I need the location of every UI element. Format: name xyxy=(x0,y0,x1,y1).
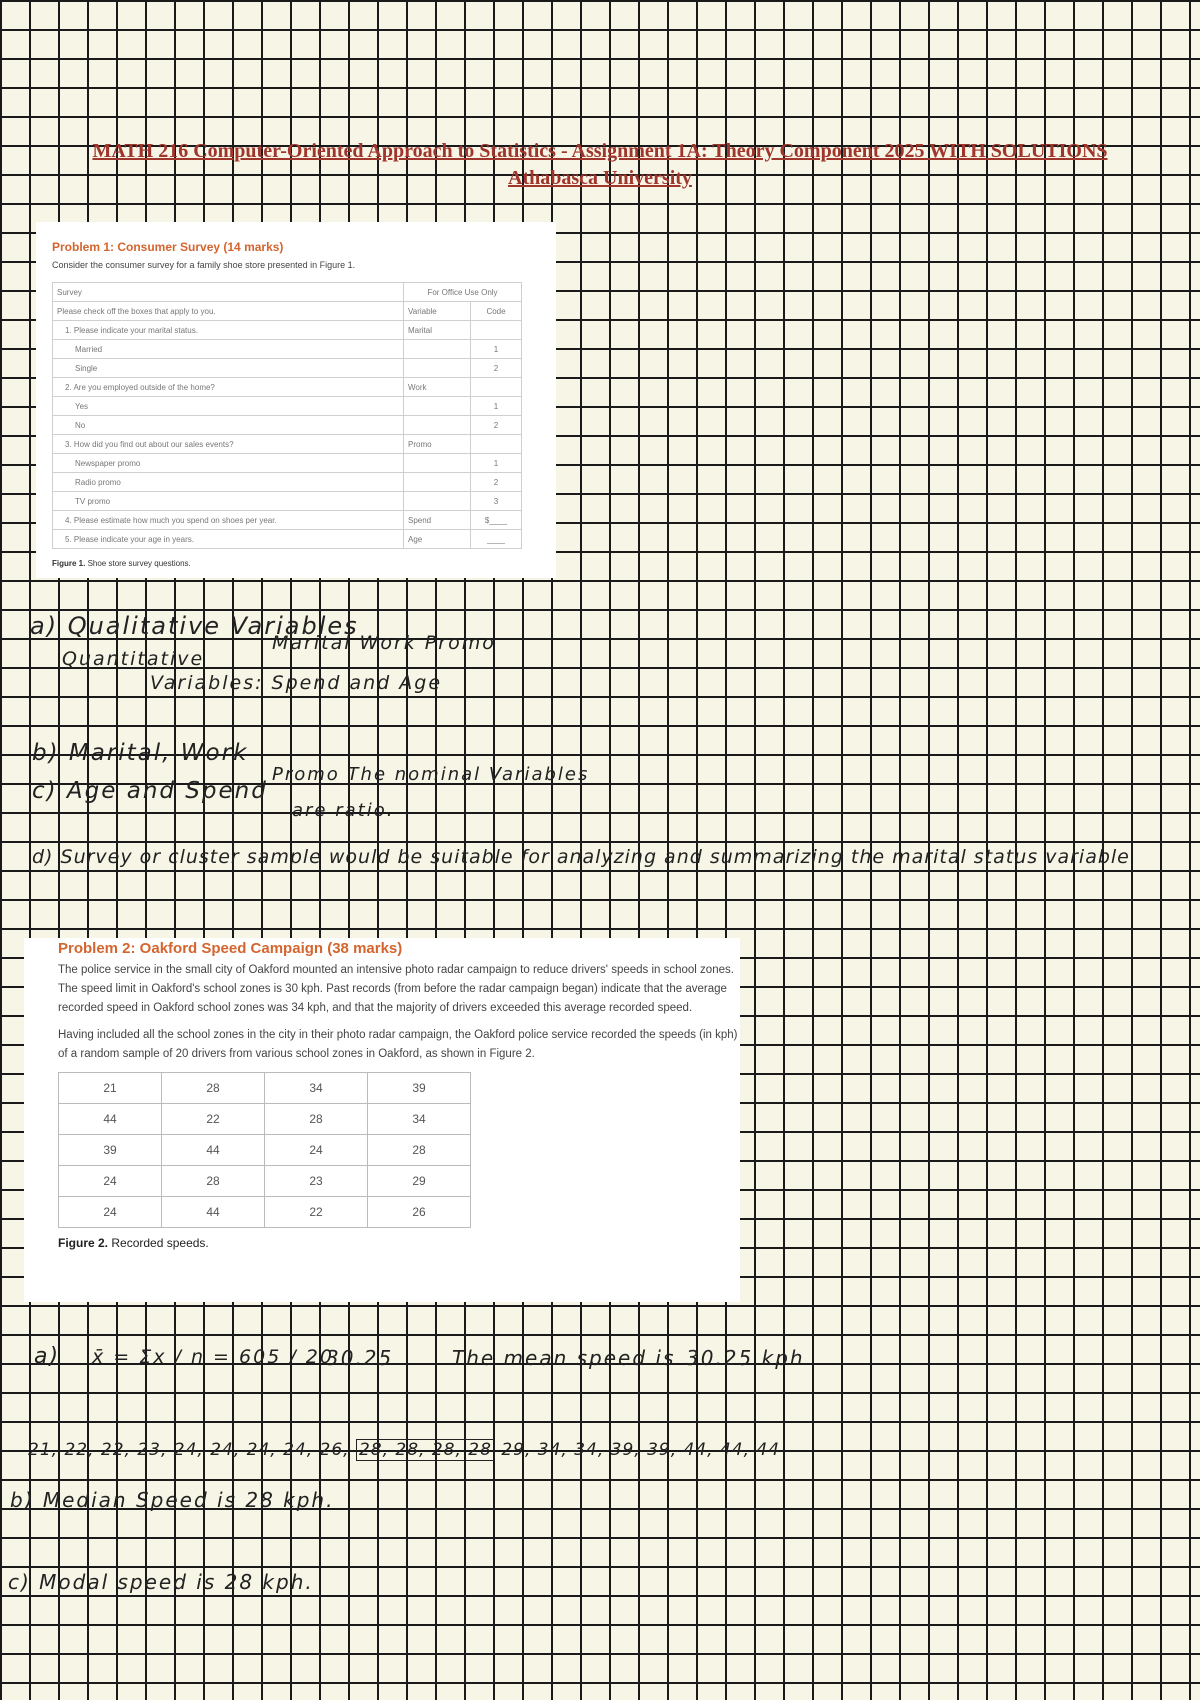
table-row xyxy=(59,1197,471,1228)
speed-cell: 21 xyxy=(59,1073,162,1104)
problem2-card xyxy=(24,938,740,1302)
answer-1a-quant-list: Variables: Spend and Age xyxy=(150,672,443,694)
speed-cell: 26 xyxy=(368,1197,471,1228)
problem1-card xyxy=(36,222,556,578)
answer-1a-line2: Quantitative xyxy=(62,648,205,670)
q1-variable: Marital xyxy=(404,321,471,340)
survey-table xyxy=(52,282,522,549)
code-no: 2 xyxy=(471,416,522,435)
q4-code: $____ xyxy=(471,511,522,530)
option-yes: Yes xyxy=(53,397,404,416)
option-single: Single xyxy=(53,359,404,378)
answer-2c: c) Modal speed is 28 kph. xyxy=(8,1570,314,1594)
code-single: 2 xyxy=(471,359,522,378)
question-2: 2. Are you employed outside of the home? xyxy=(53,378,404,397)
col-variable: Variable xyxy=(404,302,471,321)
answer-1c-line2: are ratio. xyxy=(292,800,395,821)
question-1: 1. Please indicate your marital status. xyxy=(53,321,404,340)
speed-cell: 24 xyxy=(59,1197,162,1228)
speed-cell: 39 xyxy=(59,1135,162,1166)
survey-instruction: Please check off the boxes that apply to you. xyxy=(53,302,404,321)
speed-cell: 22 xyxy=(265,1197,368,1228)
code-yes: 1 xyxy=(471,397,522,416)
speed-cell: 28 xyxy=(368,1135,471,1166)
q5-code: ____ xyxy=(471,530,522,549)
option-no: No xyxy=(53,416,404,435)
figure2-caption: Figure 2. Recorded speeds. xyxy=(58,1236,209,1250)
table-row xyxy=(59,1073,471,1104)
code-radio: 2 xyxy=(471,473,522,492)
table-row xyxy=(59,1135,471,1166)
answer-2a-label: a) xyxy=(34,1344,61,1369)
answer-1a-line1: a) Qualitative Variables xyxy=(30,612,359,640)
speeds-table xyxy=(58,1072,471,1228)
option-tv: TV promo xyxy=(53,492,404,511)
col-code: Code xyxy=(471,302,522,321)
option-newspaper: Newspaper promo xyxy=(53,454,404,473)
title-line-2: Athabasca University xyxy=(508,167,692,189)
question-4: 4. Please estimate how much you spend on shoes per year. xyxy=(53,511,404,530)
speed-cell: 34 xyxy=(368,1104,471,1135)
speed-cell: 44 xyxy=(162,1135,265,1166)
sorted-speeds-start: 21, 22, 22, 23, 24, 24, 24, 24, 26, xyxy=(28,1440,350,1460)
speed-cell: 44 xyxy=(162,1197,265,1228)
answer-1d: d) Survey or cluster sample would be suitable for analyzing and summarizing the marital status variable xyxy=(32,846,1130,868)
speed-cell: 28 xyxy=(162,1166,265,1197)
speed-cell: 24 xyxy=(265,1135,368,1166)
speed-cell: 39 xyxy=(368,1073,471,1104)
answer-1b: b) Marital, Work xyxy=(32,740,249,766)
code-tv: 3 xyxy=(471,492,522,511)
answer-2a-text: The mean speed is xyxy=(452,1346,676,1370)
document-title xyxy=(30,138,1170,192)
table-row xyxy=(59,1166,471,1197)
answer-2b: b) Median Speed is 28 kph. xyxy=(10,1488,335,1512)
answer-1c-nominal: Promo The nominal Variables xyxy=(272,764,590,785)
option-married: Married xyxy=(53,340,404,359)
option-radio: Radio promo xyxy=(53,473,404,492)
q3-variable: Promo xyxy=(404,435,471,454)
sorted-speeds xyxy=(28,1440,780,1460)
q2-variable: Work xyxy=(404,378,471,397)
code-married: 1 xyxy=(471,340,522,359)
table-row xyxy=(59,1104,471,1135)
answer-1c-line1: c) Age and Spend xyxy=(32,778,268,804)
problem2-heading: Problem 2: Oakford Speed Campaign (38 marks) xyxy=(58,940,403,957)
speed-cell: 23 xyxy=(265,1166,368,1197)
answer-1a-qual-list: Marital Work Promo xyxy=(272,632,496,654)
survey-header: Survey xyxy=(53,283,404,302)
answer-2a-value-kph: 30.25 kph xyxy=(686,1346,805,1370)
speed-cell: 29 xyxy=(368,1166,471,1197)
problem2-paragraph-1: The police service in the small city of Oakford mounted an intensive photo radar campaign to reduce drivers' speeds in school zones. The speed limit in Oakford's school zones is 30 kph. Past records (from before the radar campaign began) indicate that the average recorded speed in Oakford school zones was 34 kph, and that the majority of drivers exceeded this average recorded speed. xyxy=(58,964,734,1014)
question-5: 5. Please indicate your age in years. xyxy=(53,530,404,549)
q5-variable: Age xyxy=(404,530,471,549)
problem1-intro: Consider the consumer survey for a family shoe store presented in Figure 1. xyxy=(52,260,356,270)
problem1-heading: Problem 1: Consumer Survey (14 marks) xyxy=(52,240,284,254)
speed-cell: 28 xyxy=(265,1104,368,1135)
speed-cell: 34 xyxy=(265,1073,368,1104)
answer-2a-formula: x̄ = Σx / n = 605 / 20 xyxy=(92,1346,334,1368)
question-3: 3. How did you find out about our sales events? xyxy=(53,435,404,454)
speed-cell: 28 xyxy=(162,1073,265,1104)
problem2-paragraph-2: Having included all the school zones in the city in their photo radar campaign, the Oakford police service recorded the speeds (in kph) of a random sample of 20 drivers from various school zones in Oakford, as shown in Figure 2. xyxy=(58,1029,738,1060)
q4-variable: Spend xyxy=(404,511,471,530)
answer-2a-value: 30.25 xyxy=(326,1346,394,1370)
title-line-1: MATH 216 Computer-Oriented Approach to Statistics - Assignment 1A: Theory Component 2025 WITH SOLUTIONS xyxy=(92,140,1108,162)
sorted-speeds-median-box: 28, 28, 28, 28 xyxy=(356,1439,495,1461)
speed-cell: 44 xyxy=(59,1104,162,1135)
code-newspaper: 1 xyxy=(471,454,522,473)
figure1-caption: Figure 1. Shoe store survey questions. xyxy=(52,559,191,568)
office-use-header: For Office Use Only xyxy=(404,283,522,302)
speed-cell: 24 xyxy=(59,1166,162,1197)
speed-cell: 22 xyxy=(162,1104,265,1135)
sorted-speeds-end: 29, 34, 34, 39, 39, 44, 44, 44 xyxy=(501,1440,781,1460)
